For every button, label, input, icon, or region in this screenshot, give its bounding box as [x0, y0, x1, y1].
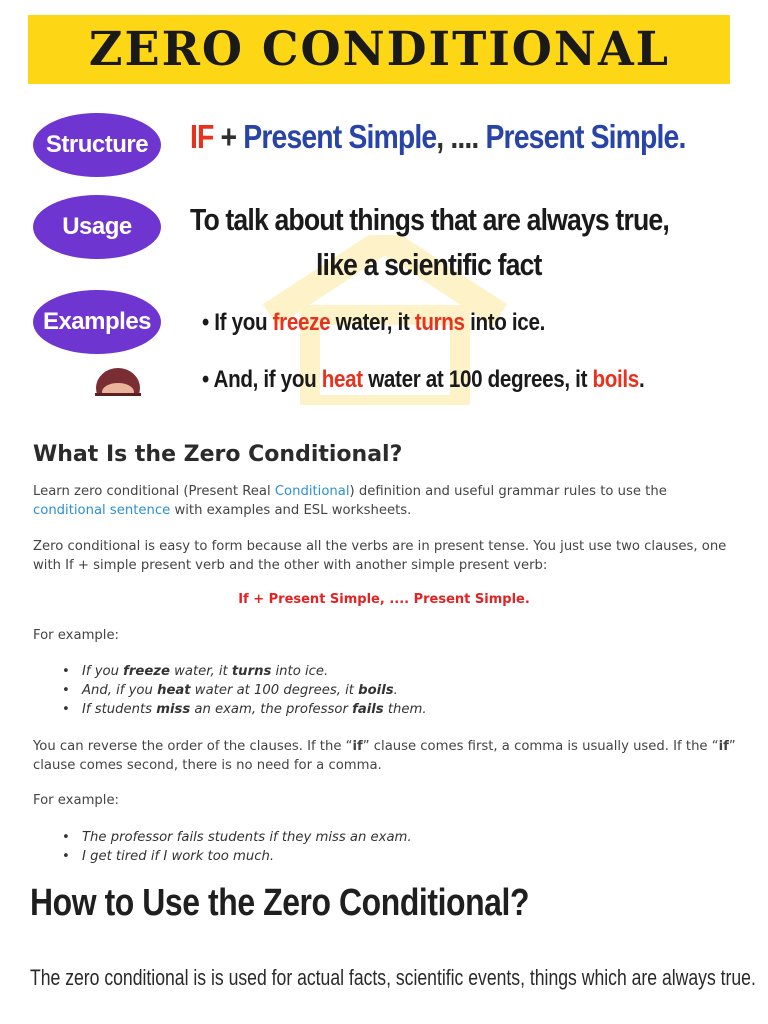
usage-pill: Usage [33, 195, 161, 259]
structure-pill: Structure [33, 113, 161, 177]
intro-paragraph: Learn zero conditional (Present Real Conditional) definition and useful grammar rules to use the conditional sentence with examples and ESL worksheets. [33, 484, 667, 518]
infographic-example-1: • If you freeze water, it turns into ice. [202, 309, 545, 336]
section-heading: How to Use the Zero Conditional? [30, 882, 530, 924]
list-item: • The professor fails students if they miss an exam. [62, 828, 412, 847]
conditional-link[interactable]: Conditional [274, 484, 350, 499]
conditional-sentence-link[interactable]: conditional sentence [33, 503, 171, 518]
usage-line-2: like a scientific fact [316, 247, 542, 282]
article-heading: What Is the Zero Conditional? [33, 442, 403, 467]
for-example-label: For example: [33, 628, 120, 643]
formula-line: If + Present Simple, .... Present Simple. [238, 592, 530, 607]
banner-title: ZERO CONDITIONAL [88, 22, 670, 77]
usage-line-1: To talk about things that are always true, [190, 202, 669, 237]
character-head-icon [95, 366, 141, 396]
example-list-2 [50, 828, 412, 866]
formation-paragraph: Zero conditional is easy to form because all the verbs are in present tense. You just use two clauses, one with If + simple present verb and the other with another simple present verb: [33, 539, 727, 573]
for-example-label-2: For example: [33, 793, 120, 808]
list-item: • If you freeze water, it turns into ice. [62, 662, 427, 681]
title-banner [28, 15, 730, 84]
structure-formula: IF + Present Simple, .... Present Simple. [190, 118, 686, 155]
reverse-order-paragraph: You can reverse the order of the clauses. If the “if” clause comes first, a comma is usually used. If the “if” clause comes second, there is no need for a comma. [33, 739, 736, 773]
example-list [50, 662, 427, 719]
examples-pill: Examples [33, 290, 161, 354]
list-item: • If students miss an exam, the professor fails them. [62, 700, 427, 719]
infographic-example-2: • And, if you heat water at 100 degrees, it boils. [202, 366, 645, 393]
list-item: • I get tired if I work too much. [62, 847, 412, 866]
list-item: • And, if you heat water at 100 degrees, it boils. [62, 681, 427, 700]
section-lead: The zero conditional is is used for actual facts, scientific events, things which are always true. [30, 965, 756, 990]
